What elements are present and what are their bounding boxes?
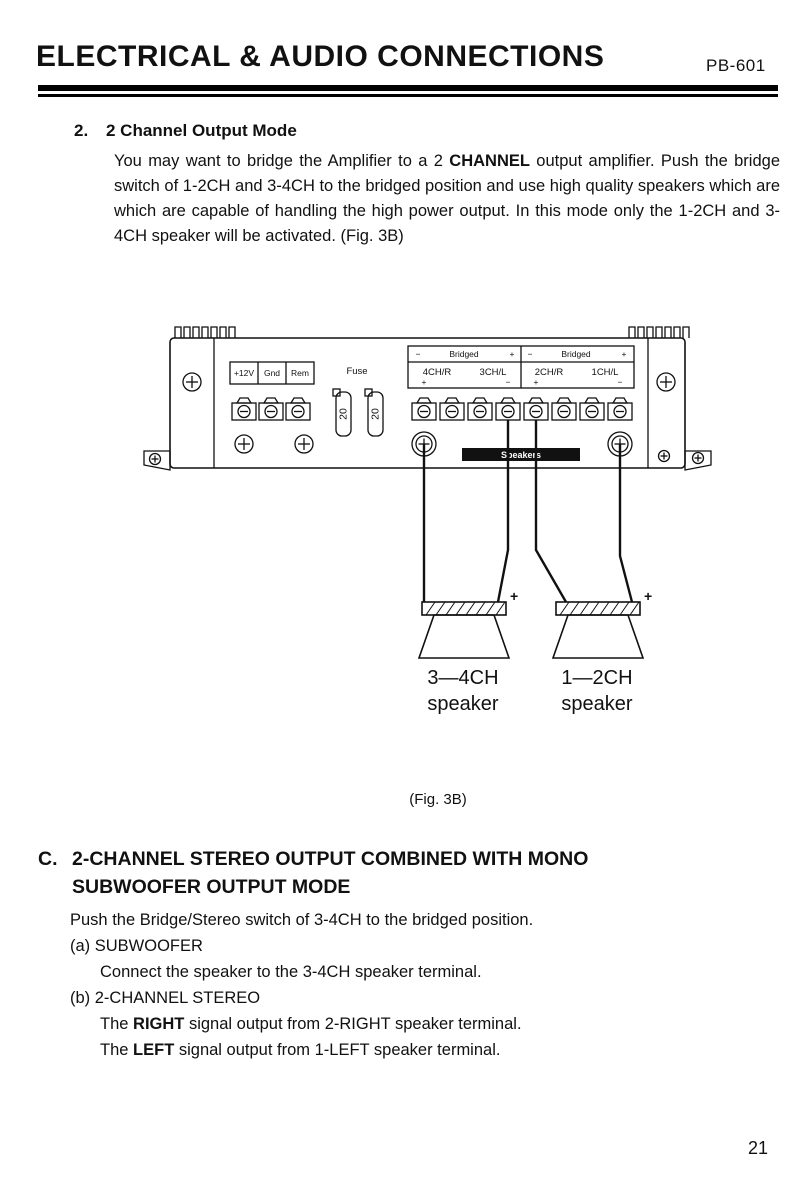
wire-3chl — [498, 420, 508, 602]
header-rule-thin — [38, 94, 778, 97]
sectionC-item-a-label: (a) SUBWOOFER — [70, 937, 203, 955]
label-1chl: 1CH/L — [591, 367, 619, 378]
terminal-2chr-plus — [524, 398, 548, 420]
speaker-right-label-2: speaker — [561, 693, 633, 715]
speaker-left-label-1: 3—4CH — [427, 667, 499, 689]
speaker-right-label-1: 1—2CH — [561, 667, 633, 689]
amplifier-wiring-diagram — [0, 320, 804, 720]
terminal-1chl-plus — [580, 398, 604, 420]
panel-screw-right-icon — [657, 373, 675, 391]
label-3chl: 3CH/L — [479, 367, 507, 378]
heatsink-fins-right — [629, 327, 689, 338]
speaker-wires — [424, 420, 632, 602]
speaker-left-plus: + — [510, 588, 519, 604]
sectionC-item-b-line1 — [100, 1011, 776, 1037]
speaker-1-2ch — [553, 588, 652, 715]
speaker-label-box — [408, 346, 634, 388]
terminal-4chr-minus — [440, 398, 464, 420]
item-b2-pre: The — [100, 1041, 134, 1059]
ear-screw-left-icon — [150, 454, 161, 465]
fuse-rating-2: 20 — [369, 408, 382, 420]
section2-paragraph — [114, 149, 780, 249]
bridged2-minus: − — [527, 349, 533, 359]
item-b1-bold: RIGHT — [133, 1015, 185, 1033]
sectionC-intro: Push the Bridge/Stereo switch of 3-4CH to the bridged position. — [70, 911, 534, 929]
section2-number: 2. — [74, 121, 89, 140]
terminal-12v — [232, 398, 256, 420]
label-gnd: Gnd — [263, 368, 281, 378]
label-plus12v: +12V — [233, 368, 255, 378]
figure-caption: (Fig. 3B) — [409, 791, 467, 808]
sectionC-body — [70, 907, 776, 1063]
sectionC-title-line1: 2-CHANNEL STEREO OUTPUT COMBINED WITH MONO — [72, 848, 589, 870]
fuse-holder-2 — [365, 389, 383, 436]
heatsink-fins-left — [175, 327, 235, 338]
sign-4chr-plus: + — [421, 377, 427, 387]
speaker-right-plus: + — [644, 588, 653, 604]
fuse-rating-1: 20 — [337, 408, 350, 420]
sectionC-title-line2: SUBWOOFER OUTPUT MODE — [72, 876, 351, 898]
label-4chr: 4CH/R — [422, 367, 452, 378]
speaker-3-4ch — [419, 588, 518, 715]
terminal-rem — [286, 398, 310, 420]
terminal-gnd — [259, 398, 283, 420]
terminal-3chl-plus — [468, 398, 492, 420]
item-b2-bold: LEFT — [133, 1041, 175, 1059]
section2-text-pre: You may want to bridge the Amplifier to a 2 — [114, 152, 450, 170]
bridged2-label: Bridged — [561, 349, 591, 359]
bridged2-plus: + — [621, 349, 627, 359]
terminal-3chl-minus — [496, 398, 520, 420]
label-fuse: Fuse — [346, 366, 368, 377]
sectionC-heading — [38, 845, 588, 901]
item-b1-post: signal output from 2-RIGHT speaker terminal. — [184, 1015, 522, 1033]
chassis-screw-2-icon — [295, 435, 313, 453]
header-rule-thick — [38, 85, 778, 91]
bridged1-label: Bridged — [449, 349, 479, 359]
label-speakers: Speakers — [500, 450, 542, 460]
speaker-left-label-2: speaker — [427, 693, 499, 715]
terminal-2chr-minus — [552, 398, 576, 420]
label-rem: Rem — [291, 368, 309, 378]
panel-screw-bottom-right-icon — [659, 451, 670, 462]
ear-screw-right-icon — [693, 453, 704, 464]
chassis-screw-1-icon — [235, 435, 253, 453]
sectionC-title — [72, 845, 588, 901]
sign-1chl-minus: − — [617, 377, 623, 387]
sectionC-item-b-line2 — [100, 1037, 776, 1063]
bridged1-minus: − — [415, 349, 421, 359]
sectionC-letter: C. — [38, 848, 58, 870]
terminal-4chr-plus — [412, 398, 436, 420]
terminal-1chl-minus — [608, 398, 632, 420]
section2-text-bold: CHANNEL — [449, 152, 530, 170]
bridged1-plus: + — [509, 349, 515, 359]
item-b1-pre: The — [100, 1015, 134, 1033]
item-b2-post: signal output from 1-LEFT speaker terminal. — [174, 1041, 501, 1059]
model-number: PB-601 — [706, 56, 766, 75]
section2-text-post: output amplifier. Push the bridge switch of 1-2CH and 3-4CH to the bridged position and use high quality speakers which are which are capable of handling the high power output. In this mode only the 1-2CH and 3-4CH speaker will be activated. (Fig. 3B) — [114, 152, 780, 245]
sign-2chr-plus: + — [533, 377, 539, 387]
section2-title: 2 Channel Output Mode — [106, 121, 297, 140]
fuse-holder-1 — [333, 389, 351, 436]
sectionC-item-a-text: Connect the speaker to the 3-4CH speaker terminal. — [100, 963, 482, 981]
page-number: 21 — [748, 1138, 769, 1158]
power-label-box — [230, 362, 314, 384]
panel-screw-left-icon — [183, 373, 201, 391]
sign-3chl-minus: − — [505, 377, 511, 387]
page-title: ELECTRICAL & AUDIO CONNECTIONS — [36, 40, 605, 73]
sectionC-item-b-label: (b) 2-CHANNEL STEREO — [70, 989, 261, 1007]
wire-2chr — [536, 420, 566, 602]
label-2chr: 2CH/R — [534, 367, 564, 378]
